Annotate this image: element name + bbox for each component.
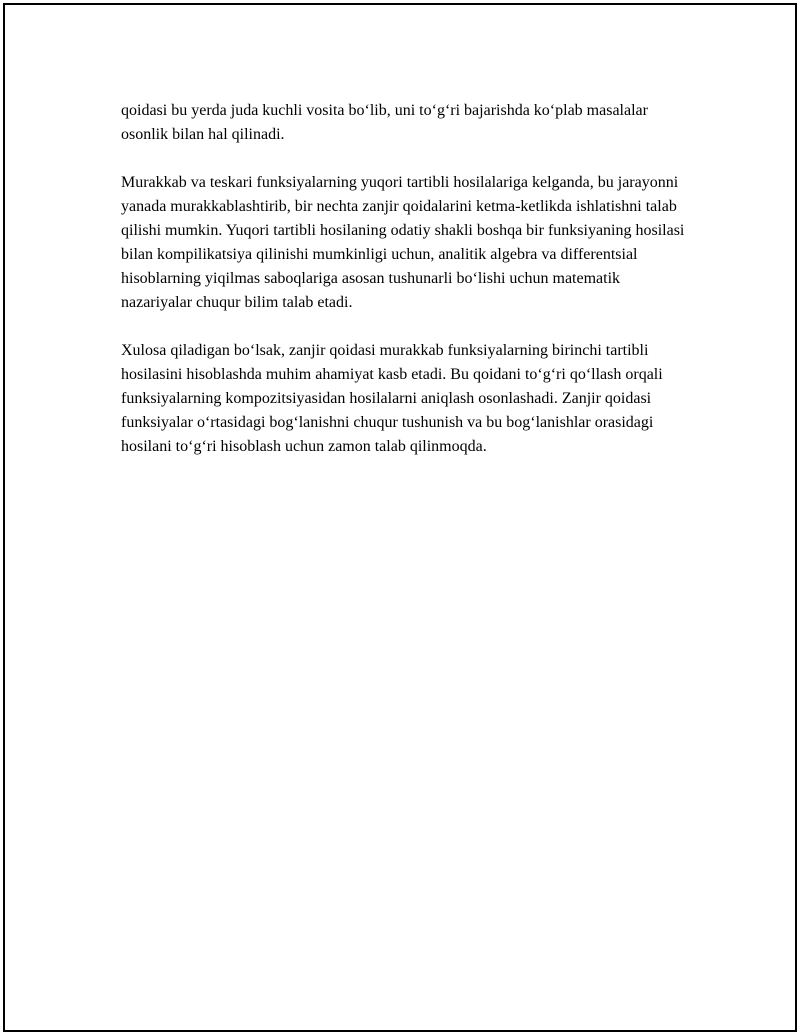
page-frame: [3, 3, 797, 1032]
paragraph-chain-rule-intro: qoidasi bu yerda juda kuchli vosita bo‘lib, uni to‘g‘ri bajarishda ko‘plab masalalar osonlik bilan hal qilinadi.: [121, 102, 648, 143]
page-content: [121, 99, 691, 459]
paragraph-higher-order-derivatives: Murakkab va teskari funksiyalarning yuqori tartibli hosilalariga kelganda, bu jarayonni yanada murakkablashtirib, bir nechta zanjir qoidalarini ketma-ketlikda ishlatishni talab qilishi mumkin. Yuqori tartibli hosilaning odatiy shakli boshqa bir funksiyaning hosilasi bilan kompilikatsiya qilinishi mumkinligi uchun, analitik algebra va differentsial hisoblarning yiqilmas saboqlariga asosan tushunarli bo‘lishi uchun matematik nazariyalar chuqur bilim talab etadi.: [121, 174, 685, 311]
paragraph-conclusion: Xulosa qiladigan bo‘lsak, zanjir qoidasi murakkab funksiyalarning birinchi tartibli hosilasini hisoblashda muhim ahamiyat kasb etadi. Bu qoidani to‘g‘ri qo‘llash orqali funksiyalarning kompozitsiyasidan hosilalarni aniqlash osonlashadi. Zanjir qoidasi funksiyalar o‘rtasidagi bog‘lanishni chuqur tushunish va bu bog‘lanishlar orasidagi hosilani to‘g‘ri hisoblash uchun zamon talab qilinmoqda.: [121, 342, 663, 455]
